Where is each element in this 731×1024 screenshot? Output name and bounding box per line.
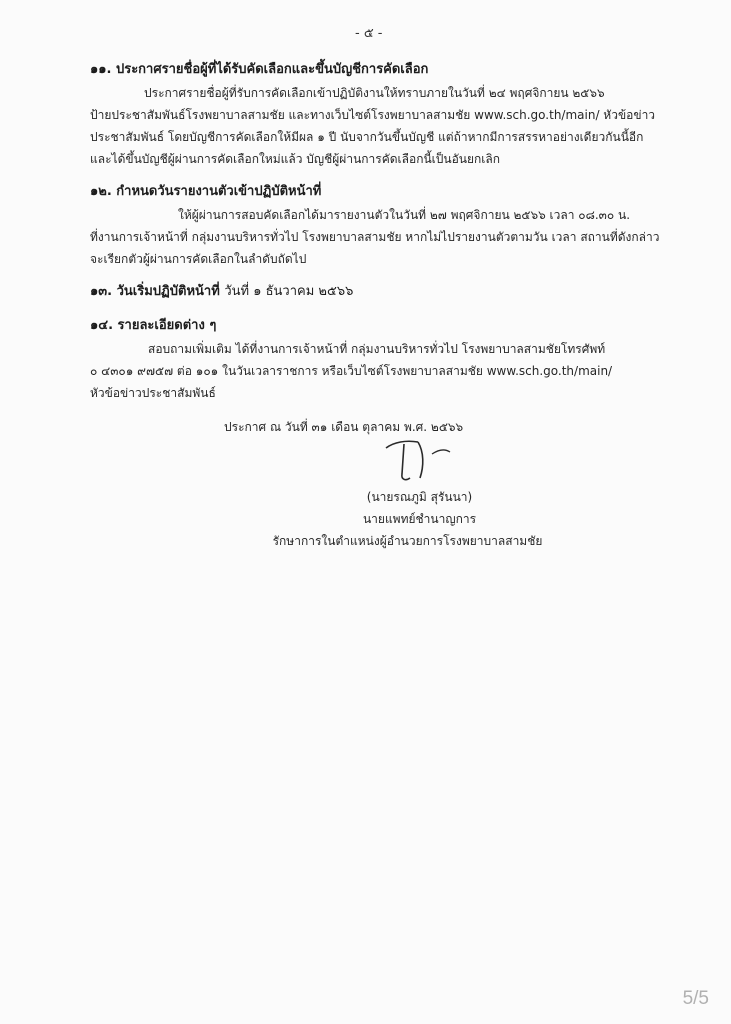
section-14-heading: ๑๔. รายละเอียดต่าง ๆ <box>90 318 217 333</box>
section-14-line-1: สอบถามเพิ่มเติม ได้ที่งานการเจ้าหน้าที่ กลุ่มงานบริหารทั่วไป โรงพยาบาลสามชัยโทรศัพท์ <box>148 342 606 356</box>
page-counter: 5/5 <box>682 988 709 1009</box>
signatory-name: (นายรณภูมิ สุรันนา) <box>366 490 473 504</box>
signatory-position: นายแพทย์ชำนาญการ <box>362 512 477 526</box>
signatory-acting-role: รักษาการในตำแหน่งผู้อำนวยการโรงพยาบาลสามชัย <box>272 534 543 548</box>
section-11-heading: ๑๑. ประกาศรายชื่อผู้ที่ได้รับคัดเลือกและขึ้นบัญชีการคัดเลือก <box>90 62 429 77</box>
section-13-title: ๑๓. วันเริ่มปฏิบัติหน้าที่ <box>90 284 220 299</box>
section-11-line-2: ป้ายประชาสัมพันธ์โรงพยาบาลสามชัย และทางเว็บไซต์โรงพยาบาลสามชัย www.sch.go.th/main/ หัวข้อข่าว <box>90 108 656 122</box>
section-12-line-3: จะเรียกตัวผู้ผ่านการคัดเลือกในลำดับถัดไป <box>90 252 307 266</box>
handwritten-signature <box>380 434 470 490</box>
section-12-heading: ๑๒. กำหนดวันรายงานตัวเข้าปฏิบัติหน้าที่ <box>90 184 322 199</box>
section-14-line-2: ๐ ๔๓๐๑ ๙๗๕๗ ต่อ ๑๐๑ ในวันเวลาราชการ หรือเว็บไซต์โรงพยาบาลสามชัย www.sch.go.th/main/ <box>90 364 613 378</box>
section-11-line-1: ประกาศรายชื่อผู้ที่รับการคัดเลือกเข้าปฏิบัติงานให้ทราบภายในวันที่ ๒๔ พฤศจิกายน ๒๕๖๖ <box>144 86 605 100</box>
section-14-line-3: หัวข้อข่าวประชาสัมพันธ์ <box>90 386 216 400</box>
announcement-date: ประกาศ ณ วันที่ ๓๑ เดือน ตุลาคม พ.ศ. ๒๕๖๖ <box>224 420 464 434</box>
section-12-line-1: ให้ผู้ผ่านการสอบคัดเลือกได้มารายงานตัวในวันที่ ๒๗ พฤศจิกายน ๒๕๖๖ เวลา ๐๘.๓๐ น. <box>178 208 631 222</box>
section-11-line-4: และได้ขึ้นบัญชีผู้ผ่านการคัดเลือกใหม่แล้ว บัญชีผู้ผ่านการคัดเลือกนี้เป็นอันยกเลิก <box>90 152 501 166</box>
page-number: - ๕ - <box>355 26 383 41</box>
section-13-heading <box>90 280 353 301</box>
section-13-start-date: วันที่ ๑ ธันวาคม ๒๕๖๖ <box>224 284 354 299</box>
section-11-line-3: ประชาสัมพันธ์ โดยบัญชีการคัดเลือกให้มีผล ๑ ปี นับจากวันขึ้นบัญชี แต่ถ้าหากมีการสรรหาอย่างเดียวกันนี้อีก <box>90 130 644 144</box>
section-12-line-2: ที่งานการเจ้าหน้าที่ กลุ่มงานบริหารทั่วไป โรงพยาบาลสามชัย หากไม่ไปรายงานตัวตามวัน เวลา สถานที่ดังกล่าว <box>90 230 660 244</box>
